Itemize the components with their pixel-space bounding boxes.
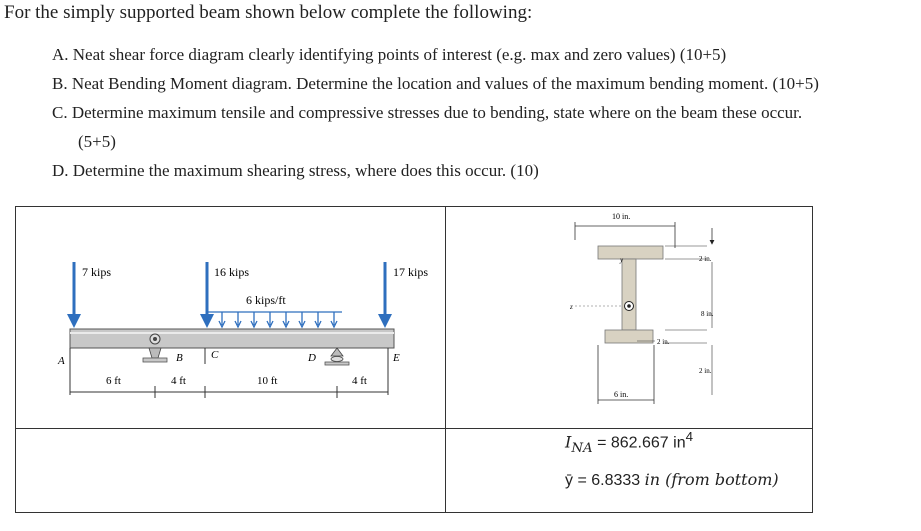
centroid-distance (565, 470, 779, 490)
z-axis-label: z (570, 303, 573, 311)
point-b-label: B (176, 352, 183, 364)
span-dimensions (70, 386, 388, 398)
question-item-a: A. Neat shear force diagram clearly identifying points of interest (e.g. max and zero values) (10+5) (52, 45, 727, 64)
question-item-c-marks: (5+5) (78, 132, 116, 151)
question-item-c: C. Determine maximum tensile and compressive stresses due to bending, state where on the beam these occur. (52, 103, 803, 122)
web-thickness-label: 2 in. (657, 338, 670, 346)
span-6ft-label: 6 ft (106, 375, 121, 387)
top-flange-thickness-label: 2 in. (699, 255, 712, 263)
web-height-label: 8 in. (701, 310, 714, 318)
point-c-label: C (211, 349, 219, 361)
ina-exponent: 4 (685, 429, 694, 444)
moment-of-inertia (565, 429, 693, 456)
load-16-kips (200, 262, 214, 328)
question-item-b: B. Neat Bending Moment diagram. Determine the location and values of the maximum bending moment. (10+5) (52, 74, 819, 93)
load-16-kips-label: 16 kips (214, 265, 250, 279)
roller-support-d (325, 348, 349, 365)
ybar-unit: in (from bottom) (644, 470, 779, 489)
top-flange (598, 246, 663, 259)
top-width-label: 10 in. (612, 212, 631, 221)
question-intro: For the simply supported beam shown below complete the following: (4, 2, 533, 23)
load-7-kips-label: 7 kips (82, 265, 112, 279)
span-4ft-label: 4 ft (171, 375, 186, 387)
ina-value: = 862.667 in (592, 434, 686, 452)
distributed-load-label: 6 kips/ft (246, 293, 286, 307)
beam (70, 329, 394, 348)
ina-symbol: I (565, 432, 572, 452)
i-section-diagram (569, 212, 714, 404)
span-4ft-end-label: 4 ft (352, 375, 367, 387)
ybar-value: = 6.8333 (573, 472, 645, 489)
ybar-symbol: ȳ (565, 472, 573, 489)
distributed-load (207, 312, 342, 327)
point-e-label: E (393, 352, 400, 364)
bottom-flange-thickness-label: 2 in. (699, 367, 712, 375)
ina-subscript: NA (571, 440, 593, 456)
load-7-kips (67, 262, 81, 328)
beam-diagram (57, 262, 428, 398)
question-item-d: D. Determine the maximum shearing stress, where does this occur. (10) (52, 161, 539, 180)
web (622, 259, 636, 330)
point-a-label: A (58, 355, 65, 367)
bottom-width-label: 6 in. (614, 390, 629, 399)
point-d-label: D (308, 352, 316, 364)
y-axis-label: y (620, 256, 624, 264)
load-17-kips (378, 262, 392, 328)
load-17-kips-label: 17 kips (393, 265, 429, 279)
span-10ft-label: 10 ft (257, 375, 278, 387)
